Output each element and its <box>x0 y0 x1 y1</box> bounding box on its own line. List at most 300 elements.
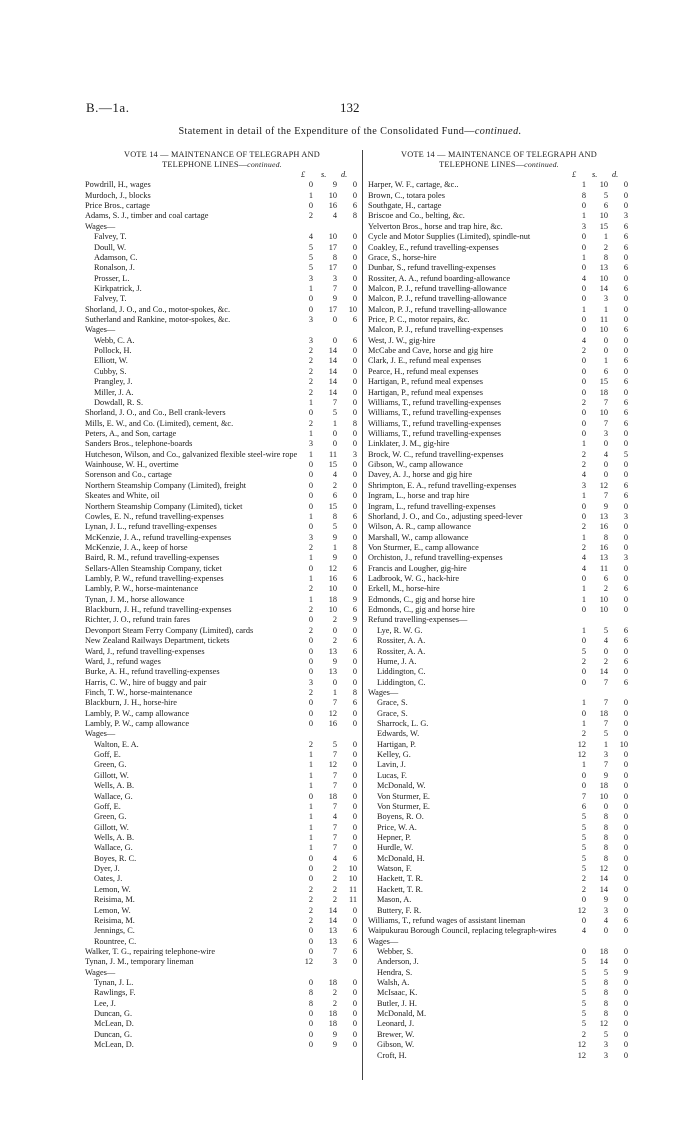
expenditure-row <box>85 1040 359 1050</box>
expenditure-row <box>85 253 359 263</box>
expenditure-row <box>368 781 630 791</box>
amount-shillings: 2 <box>603 242 608 252</box>
amount-pounds: 1 <box>581 211 586 221</box>
shillings-unit: s. <box>321 170 327 179</box>
amount-pence: 0 <box>352 719 357 729</box>
payee-description: Prosser, L. <box>94 273 130 283</box>
amount-shillings: 9 <box>332 180 337 190</box>
payee-description: Coakley, E., refund travelling-expenses <box>368 242 499 252</box>
amount-pounds: 0 <box>308 501 313 511</box>
amount-shillings: 4 <box>332 853 337 863</box>
amount-pounds: 1 <box>308 190 313 200</box>
amount-pounds: 0 <box>581 325 586 335</box>
payee-description: Reisima, M. <box>94 895 135 905</box>
amount-pounds: 0 <box>581 232 586 242</box>
amount-pence: 0 <box>623 998 628 1008</box>
amount-pounds: 2 <box>308 739 313 749</box>
expenditure-row <box>85 180 359 190</box>
expenditure-row <box>85 843 359 853</box>
amount-shillings: 2 <box>332 998 337 1008</box>
payee-description: Mason, A. <box>377 895 412 905</box>
amount-shillings: 8 <box>603 252 608 262</box>
amount-shillings: 3 <box>603 294 608 304</box>
payee-description: Shrimpton, E. A., refund travelling-expenses <box>368 480 517 490</box>
amount-pence: 0 <box>352 180 357 190</box>
amount-pence: 0 <box>352 812 357 822</box>
amount-shillings: 0 <box>603 646 608 656</box>
amount-shillings: 8 <box>332 252 337 262</box>
amount-pounds: 1 <box>581 594 586 604</box>
expenditure-row <box>368 988 630 998</box>
amount-shillings: 12 <box>599 1019 608 1029</box>
amount-pence: 0 <box>623 760 628 770</box>
amount-pounds: 1 <box>308 594 313 604</box>
amount-pence: 3 <box>623 511 628 521</box>
amount-pence: 0 <box>352 356 357 366</box>
expenditure-row <box>85 636 359 646</box>
amount-pence: 8 <box>352 687 357 697</box>
amount-shillings: 9 <box>332 1040 337 1050</box>
expenditure-row <box>85 667 359 677</box>
amount-pence: 0 <box>623 273 628 283</box>
amount-pence: 0 <box>352 739 357 749</box>
payee-description: Refund travelling-expenses— <box>368 615 468 625</box>
amount-pence: 0 <box>623 428 628 438</box>
payee-description: Walsh, A. <box>377 978 410 988</box>
amount-pounds: 1 <box>581 180 586 190</box>
amount-pence: 6 <box>623 584 628 594</box>
amount-shillings: 7 <box>603 677 608 687</box>
expenditure-row <box>85 615 359 625</box>
payee-description: Gillott, W. <box>94 770 129 780</box>
amount-pounds: 0 <box>308 636 313 646</box>
expenditure-row <box>85 543 359 553</box>
amount-pounds: 5 <box>581 843 586 853</box>
amount-pence: 0 <box>623 605 628 615</box>
amount-pence: 0 <box>623 387 628 397</box>
amount-shillings: 5 <box>603 625 608 635</box>
amount-shillings: 4 <box>603 449 608 459</box>
amount-shillings: 7 <box>332 946 337 956</box>
expenditure-row <box>368 595 630 605</box>
amount-shillings: 1 <box>603 232 608 242</box>
payee-description: Cycle and Motor Supplies (Limited), spindle-nut <box>368 232 531 242</box>
amount-pounds: 0 <box>581 356 586 366</box>
amount-pounds: 5 <box>581 822 586 832</box>
payee-description: Briscoe and Co., belting, &c. <box>368 211 465 221</box>
expenditure-row <box>85 657 359 667</box>
payee-description: Grace, S. <box>377 698 408 708</box>
amount-pence: 0 <box>352 232 357 242</box>
amount-pounds: 1 <box>581 252 586 262</box>
payee-description: Lambly, P. W., horse-maintenance <box>85 584 199 594</box>
amount-shillings: 7 <box>332 770 337 780</box>
expenditure-row <box>368 201 630 211</box>
amount-pounds: 12 <box>577 905 586 915</box>
amount-shillings: 0 <box>332 315 337 325</box>
pence-unit: d. <box>612 170 619 179</box>
amount-shillings: 16 <box>328 201 337 211</box>
expenditure-row <box>85 688 359 698</box>
amount-pence: 0 <box>352 584 357 594</box>
amount-pounds: 0 <box>581 511 586 521</box>
amount-pence: 0 <box>352 760 357 770</box>
expenditure-row <box>85 377 359 387</box>
left-currency-header <box>85 170 359 180</box>
expenditure-row <box>368 999 630 1009</box>
amount-pounds: 1 <box>308 801 313 811</box>
amount-shillings: 16 <box>328 574 337 584</box>
expenditure-row <box>85 481 359 491</box>
amount-shillings: 7 <box>332 283 337 293</box>
expenditure-row <box>85 823 359 833</box>
expenditure-row <box>85 522 359 532</box>
amount-shillings: 18 <box>328 594 337 604</box>
expenditure-row <box>368 854 630 864</box>
amount-pence: 0 <box>352 957 357 967</box>
amount-pounds: 5 <box>581 1019 586 1029</box>
amount-shillings: 0 <box>603 346 608 356</box>
amount-pounds: 2 <box>581 397 586 407</box>
amount-shillings: 14 <box>328 387 337 397</box>
left-heading-continued: continued. <box>247 160 282 169</box>
payee-description: Lavin, J. <box>377 760 406 770</box>
amount-pounds: 5 <box>308 263 313 273</box>
amount-pounds: 0 <box>308 491 313 501</box>
amount-shillings: 8 <box>332 511 337 521</box>
amount-pence: 0 <box>623 719 628 729</box>
amount-pounds: 0 <box>581 781 586 791</box>
amount-pence: 0 <box>623 905 628 915</box>
amount-shillings: 7 <box>332 698 337 708</box>
amount-pounds: 0 <box>308 646 313 656</box>
expenditure-row <box>368 719 630 729</box>
amount-shillings: 10 <box>599 325 608 335</box>
payee-description: Liddington, C. <box>377 667 426 677</box>
amount-pounds: 0 <box>581 408 586 418</box>
amount-pence: 0 <box>352 998 357 1008</box>
amount-pounds: 2 <box>308 366 313 376</box>
payee-description: Edmonds, C., gig and horse hire <box>368 605 475 615</box>
payee-description: Brock, W. C., refund travelling-expenses <box>368 449 504 459</box>
amount-pence: 6 <box>352 946 357 956</box>
expenditure-row <box>368 709 630 719</box>
amount-shillings: 3 <box>603 428 608 438</box>
payee-description: Adamson, C. <box>94 252 138 262</box>
expenditure-row <box>85 605 359 615</box>
amount-pence: 0 <box>352 491 357 501</box>
amount-pence: 0 <box>352 428 357 438</box>
amount-pounds: 7 <box>581 791 586 801</box>
amount-shillings: 4 <box>332 211 337 221</box>
amount-pounds: 3 <box>581 480 586 490</box>
amount-shillings: 4 <box>332 812 337 822</box>
payee-description: Southgate, H., cartage <box>368 201 442 211</box>
amount-pounds: 2 <box>308 377 313 387</box>
amount-shillings: 18 <box>328 1019 337 1029</box>
payee-description: Wallace, G. <box>94 791 133 801</box>
left-column-heading <box>85 150 359 170</box>
payee-description: Grace, S., horse-hire <box>368 252 437 262</box>
payee-description: West, J. W., gig-hire <box>368 335 436 345</box>
amount-shillings: 18 <box>599 781 608 791</box>
amount-shillings: 0 <box>603 439 608 449</box>
expenditure-row <box>368 843 630 853</box>
amount-pence: 6 <box>352 646 357 656</box>
amount-pence: 0 <box>623 698 628 708</box>
amount-pounds: 5 <box>581 1009 586 1019</box>
expenditure-row <box>368 191 630 201</box>
amount-pence: 0 <box>623 439 628 449</box>
amount-pence: 0 <box>623 542 628 552</box>
payee-description: Lynan, J. L., refund travelling-expenses <box>85 522 217 532</box>
amount-pounds: 5 <box>581 957 586 967</box>
payee-description: Lambly, P. W., camp allowance <box>85 719 190 729</box>
payee-description: Peters, A., and Son, cartage <box>85 428 177 438</box>
section-label <box>368 937 630 947</box>
payee-description: McIsaac, K. <box>377 988 418 998</box>
expenditure-row <box>368 678 630 688</box>
amount-pounds: 2 <box>308 905 313 915</box>
amount-shillings: 18 <box>599 946 608 956</box>
amount-pounds: 1 <box>581 719 586 729</box>
expenditure-row <box>85 978 359 988</box>
amount-shillings: 2 <box>332 615 337 625</box>
payee-description: Green, G. <box>94 760 127 770</box>
expenditure-row <box>368 885 630 895</box>
payee-description: Duncan, G. <box>94 1029 133 1039</box>
expenditure-row <box>368 388 630 398</box>
amount-pounds: 1 <box>308 760 313 770</box>
amount-pence: 11 <box>349 895 357 905</box>
expenditure-row <box>368 802 630 812</box>
amount-pence: 6 <box>352 335 357 345</box>
amount-pence: 6 <box>623 491 628 501</box>
amount-pounds: 1 <box>581 584 586 594</box>
amount-shillings: 10 <box>599 791 608 801</box>
amount-shillings: 13 <box>599 553 608 563</box>
amount-shillings: 8 <box>603 843 608 853</box>
amount-pence: 10 <box>619 739 628 749</box>
expenditure-row <box>85 346 359 356</box>
payee-description: Tynan, J. M., horse allowance <box>85 594 185 604</box>
expenditure-row <box>368 771 630 781</box>
amount-shillings: 10 <box>328 190 337 200</box>
amount-pounds: 2 <box>308 687 313 697</box>
payee-description: Wages— <box>368 936 399 946</box>
amount-pounds: 0 <box>308 460 313 470</box>
amount-shillings: 6 <box>332 491 337 501</box>
amount-shillings: 13 <box>599 263 608 273</box>
amount-shillings: 14 <box>328 366 337 376</box>
amount-shillings: 1 <box>603 304 608 314</box>
amount-pence: 0 <box>623 853 628 863</box>
payee-description: Baird, R. M., refund travelling-expenses <box>85 553 220 563</box>
payee-description: Brown, C., totara poles <box>368 190 445 200</box>
amount-pounds: 0 <box>581 946 586 956</box>
payee-description: Hurdle, W. <box>377 843 414 853</box>
payee-description: Price, W. A. <box>377 822 417 832</box>
amount-shillings: 2 <box>332 884 337 894</box>
payee-description: Hepner, P. <box>377 833 412 842</box>
expenditure-row <box>368 346 630 356</box>
amount-pounds: 1 <box>581 491 586 501</box>
amount-pence: 0 <box>623 822 628 832</box>
amount-pounds: 4 <box>581 553 586 563</box>
amount-pence: 0 <box>623 1040 628 1050</box>
amount-shillings: 7 <box>332 801 337 811</box>
expenditure-row <box>368 750 630 760</box>
payee-description: Dowdall, R. S. <box>94 397 144 407</box>
amount-pence: 0 <box>623 770 628 780</box>
payee-description: Ronalson, J. <box>94 263 135 273</box>
amount-pence: 0 <box>352 397 357 407</box>
amount-shillings: 13 <box>328 936 337 946</box>
amount-shillings: 10 <box>599 180 608 190</box>
expenditure-row <box>85 263 359 273</box>
amount-pence: 6 <box>352 853 357 863</box>
expenditure-row <box>85 792 359 802</box>
amount-shillings: 12 <box>599 480 608 490</box>
amount-pounds: 0 <box>308 667 313 677</box>
amount-shillings: 8 <box>603 532 608 542</box>
payee-description: Sorenson and Co., cartage <box>85 470 172 480</box>
amount-pence: 9 <box>352 594 357 604</box>
amount-pence: 0 <box>352 387 357 397</box>
amount-pounds: 0 <box>581 366 586 376</box>
payee-description: Williams, T., refund travelling-expenses <box>368 418 501 428</box>
payee-description: Lemon, W. <box>94 884 131 894</box>
section-label <box>368 615 630 625</box>
expenditure-row <box>368 460 630 470</box>
amount-pence: 8 <box>352 418 357 428</box>
amount-pounds: 0 <box>308 1019 313 1029</box>
expenditure-row <box>368 243 630 253</box>
amount-pounds: 2 <box>308 884 313 894</box>
expenditure-row <box>368 315 630 325</box>
amount-shillings: 5 <box>603 967 608 977</box>
amount-pounds: 4 <box>581 470 586 480</box>
amount-pence: 0 <box>352 532 357 542</box>
amount-pence: 0 <box>623 988 628 998</box>
amount-pence: 0 <box>623 729 628 739</box>
amount-pounds: 1 <box>308 833 313 842</box>
expenditure-row <box>368 336 630 346</box>
amount-shillings: 7 <box>603 719 608 729</box>
amount-shillings: 13 <box>328 646 337 656</box>
amount-pounds: 3 <box>308 677 313 687</box>
amount-pounds: 5 <box>581 833 586 842</box>
amount-pence: 0 <box>352 708 357 718</box>
amount-pence: 8 <box>352 211 357 221</box>
expenditure-row <box>368 398 630 408</box>
amount-pounds: 1 <box>308 843 313 853</box>
payee-description: Tynan, J. L. <box>94 978 134 988</box>
amount-shillings: 8 <box>603 833 608 842</box>
payee-description: Hendra, S. <box>377 967 413 977</box>
payee-description: Linklater, J. M., gig-hire <box>368 439 450 449</box>
amount-shillings: 1 <box>603 739 608 749</box>
payee-description: Hartigan, P., refund meal expenses <box>368 377 483 387</box>
amount-shillings: 7 <box>603 418 608 428</box>
amount-pence: 0 <box>352 553 357 563</box>
expenditure-row <box>368 906 630 916</box>
amount-pence: 0 <box>623 801 628 811</box>
amount-pence: 0 <box>623 1029 628 1039</box>
amount-shillings: 7 <box>332 750 337 760</box>
expenditure-row <box>368 491 630 501</box>
amount-pence: 0 <box>623 470 628 480</box>
expenditure-row <box>85 771 359 781</box>
amount-shillings: 4 <box>603 636 608 646</box>
amount-pounds: 8 <box>581 190 586 200</box>
amount-pence: 0 <box>352 1040 357 1050</box>
amount-pence: 0 <box>623 926 628 936</box>
left-heading-line2: TELEPHONE LINES— <box>162 160 248 169</box>
amount-pounds: 12 <box>577 1040 586 1050</box>
left-heading-line1: VOTE 14 — MAINTENANCE OF TELEGRAPH AND <box>124 150 320 159</box>
amount-shillings: 14 <box>599 874 608 884</box>
amount-pence: 0 <box>623 532 628 542</box>
payee-description: Marshall, W., camp allowance <box>368 532 469 542</box>
expenditure-row <box>368 626 630 636</box>
amount-pounds: 0 <box>308 874 313 884</box>
amount-shillings: 3 <box>332 957 337 967</box>
payee-description: Hackett, T. R. <box>377 874 424 884</box>
amount-pence: 0 <box>623 594 628 604</box>
expenditure-row <box>85 274 359 284</box>
amount-pounds: 0 <box>581 915 586 925</box>
payee-description: Finch, T. W., horse-maintenance <box>85 687 193 697</box>
amount-shillings: 5 <box>332 739 337 749</box>
amount-shillings: 12 <box>328 563 337 573</box>
amount-pounds: 1 <box>308 574 313 584</box>
amount-pounds: 2 <box>308 211 313 221</box>
payee-description: Von Sturmer, E. <box>377 801 430 811</box>
section-label <box>85 325 359 335</box>
amount-pence: 0 <box>352 1019 357 1029</box>
amount-pence: 0 <box>352 822 357 832</box>
expenditure-row <box>85 760 359 770</box>
amount-shillings: 18 <box>328 791 337 801</box>
payee-description: Rountree, C. <box>94 936 137 946</box>
payee-description: Lucas, F. <box>377 770 407 780</box>
right-heading-continued: continued. <box>524 160 559 169</box>
expenditure-row <box>368 947 630 957</box>
amount-pounds: 0 <box>581 242 586 252</box>
payee-description: Yelverton Bros., horse and trap hire, &c. <box>368 221 503 231</box>
amount-shillings: 7 <box>332 822 337 832</box>
payee-description: Watson, F. <box>377 864 412 874</box>
payee-description: Shorland, J. O., and Co., adjusting speed-lever <box>368 511 523 521</box>
amount-pounds: 2 <box>581 1029 586 1039</box>
amount-shillings: 7 <box>332 781 337 791</box>
amount-shillings: 10 <box>328 584 337 594</box>
amount-shillings: 1 <box>603 356 608 366</box>
expenditure-row <box>368 812 630 822</box>
payee-description: Northern Steamship Company (Limited), freight <box>85 480 247 490</box>
amount-pence: 0 <box>352 905 357 915</box>
expenditure-row <box>85 864 359 874</box>
amount-pounds: 1 <box>308 283 313 293</box>
amount-pence: 6 <box>623 636 628 646</box>
amount-shillings: 14 <box>328 356 337 366</box>
amount-shillings: 7 <box>332 843 337 853</box>
expenditure-row <box>85 957 359 967</box>
payee-description: Wages— <box>85 325 116 335</box>
amount-pounds: 0 <box>581 636 586 646</box>
amount-pounds: 4 <box>308 232 313 242</box>
